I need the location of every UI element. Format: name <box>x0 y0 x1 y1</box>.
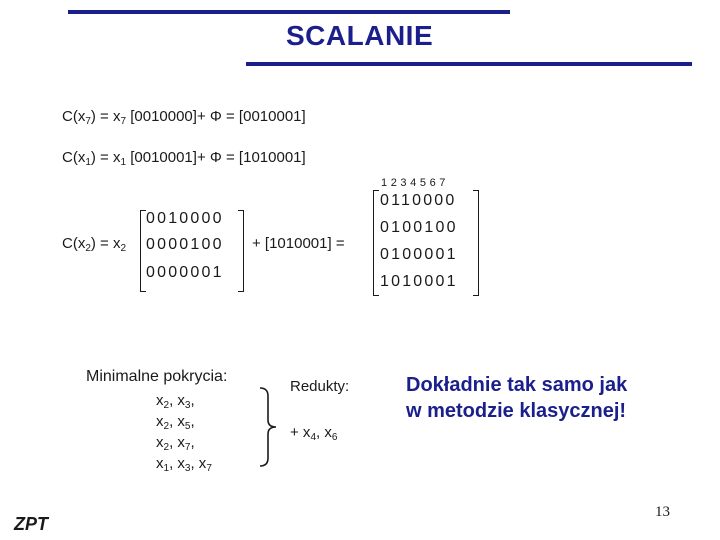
right-matrix-row: 0100100 <box>380 219 458 236</box>
eq1-rest1: ) = x <box>90 108 121 125</box>
eq2-c-sub: 1 <box>85 157 91 168</box>
left-matrix-close-bracket <box>238 210 244 292</box>
eq3-x-sub: 2 <box>120 243 127 254</box>
covering-text: , x <box>169 434 185 451</box>
conclusion-line-1: Dokładnie tak samo jak <box>406 374 628 396</box>
redukty-text: + x <box>290 424 311 441</box>
covering-sub: 7 <box>206 463 212 474</box>
page-number: 13 <box>655 504 670 520</box>
right-matrix-close-bracket <box>473 190 479 296</box>
title-underline-rule <box>246 62 692 66</box>
redukty-sub: 4 <box>310 432 316 443</box>
covering-text: , x <box>169 413 185 430</box>
covering-text: , x <box>169 455 185 472</box>
redukty-line <box>290 424 337 441</box>
right-matrix-row: 0100001 <box>380 246 458 263</box>
covering-line <box>156 413 195 430</box>
covering-line <box>156 455 212 472</box>
eq2-c: C(x <box>62 149 86 166</box>
eq2-rest2: [0010001]+ Φ = [1010001] <box>126 149 306 166</box>
page-title: SCALANIE <box>286 20 434 51</box>
eq1-rest2: [0010000]+ Φ = [0010001] <box>126 108 306 125</box>
covering-sub: 3 <box>184 463 191 474</box>
redukty-sub: 6 <box>331 432 338 443</box>
top-rule <box>68 10 510 14</box>
covering-text: , <box>190 413 195 430</box>
eq2-x-sub: 1 <box>120 157 127 168</box>
covering-sub: 7 <box>184 442 191 453</box>
right-matrix-row: 0110000 <box>380 192 457 209</box>
covering-text: x <box>156 455 164 472</box>
eq1-c-sub: 7 <box>85 116 91 127</box>
covering-text: , x <box>190 455 207 472</box>
covering-text: , x <box>169 392 185 409</box>
equation-plus-part: + [1010001] = <box>252 235 345 252</box>
covering-text: x <box>156 413 164 430</box>
equation-c-x1 <box>62 149 306 166</box>
covering-sub: 2 <box>163 400 170 411</box>
right-matrix-open-bracket <box>373 190 379 296</box>
covering-sub: 3 <box>184 400 191 411</box>
redukty-heading: Redukty: <box>290 378 350 395</box>
left-matrix-row: 0000001 <box>146 264 224 281</box>
covering-text: , <box>190 434 195 451</box>
conclusion-text <box>406 372 627 424</box>
covering-text: , <box>190 392 195 409</box>
eq2-rest1: ) = x <box>90 149 121 166</box>
covering-sub: 2 <box>163 442 170 453</box>
covering-line <box>156 434 195 451</box>
eq3-c-sub: 2 <box>85 243 91 254</box>
conclusion-line-2: w metodzie klasycznej! <box>406 400 627 422</box>
redukty-text: , x <box>316 424 332 441</box>
eq3-rest1: ) = x <box>90 235 121 252</box>
covering-sub: 2 <box>163 421 170 432</box>
covering-sub: 5 <box>184 421 191 432</box>
covering-text: x <box>156 392 164 409</box>
left-matrix-row: 0010000 <box>146 210 224 227</box>
eq3-c: C(x <box>62 235 86 252</box>
equation-c-x2 <box>62 235 126 252</box>
eq1-c: C(x <box>62 108 86 125</box>
footer-logo-text: ZPT <box>14 514 48 534</box>
covering-text: x <box>156 434 164 451</box>
right-matrix-row: 1010001 <box>380 273 458 290</box>
equation-c-x7 <box>62 108 306 125</box>
covering-line <box>156 392 195 409</box>
covering-sub: 1 <box>163 463 170 474</box>
coverings-heading: Minimalne pokrycia: <box>86 368 228 385</box>
left-matrix-row: 0000100 <box>146 236 224 253</box>
right-matrix-column-header: 1234567 <box>381 177 450 189</box>
eq1-x-sub: 7 <box>120 116 127 127</box>
right-brace-icon <box>258 386 280 468</box>
